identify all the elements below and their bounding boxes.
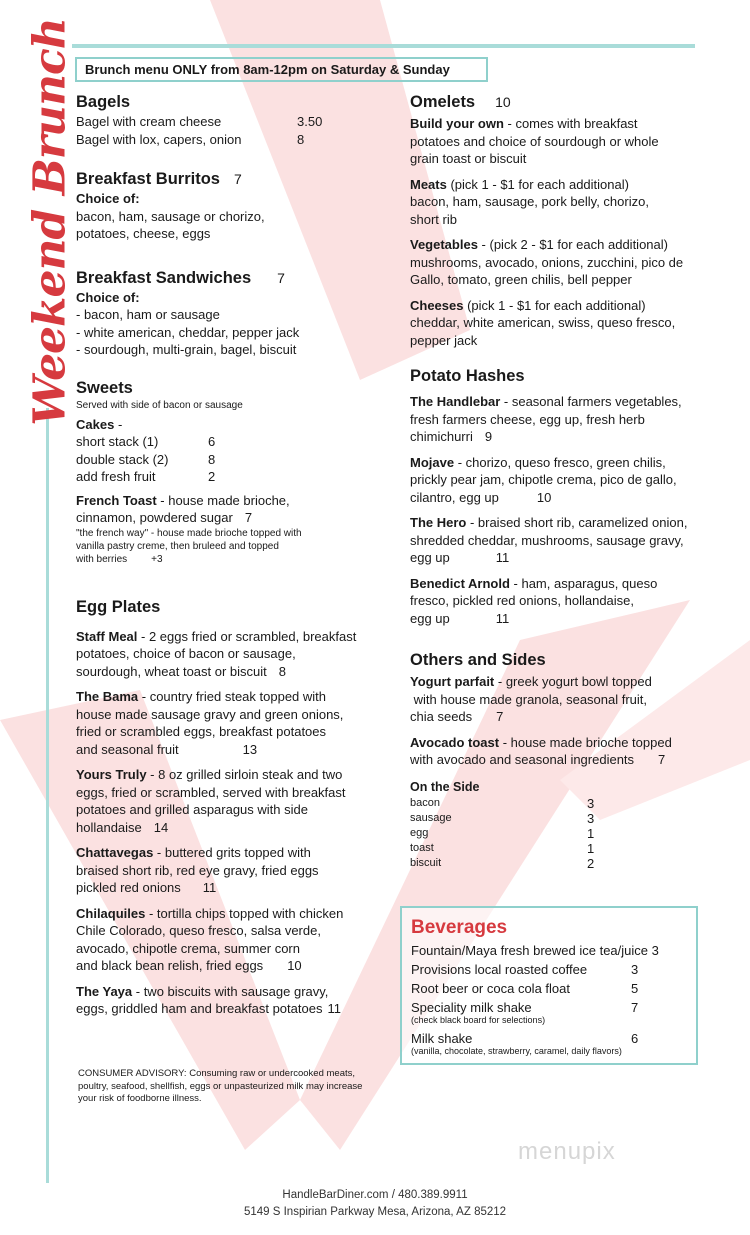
- choice-line: - white american, cheddar, pepper jack: [76, 324, 300, 340]
- item-desc: grain toast or biscuit: [410, 151, 527, 166]
- item-desc: house made sausage gravy and green onions,: [76, 706, 344, 722]
- item-desc: - 2 eggs fried or scrambled, breakfast: [137, 628, 357, 644]
- item-desc: - buttered grits topped with: [153, 845, 311, 860]
- item-price: 6: [208, 434, 216, 449]
- item-price: 8: [278, 663, 287, 679]
- item-price: 6: [631, 1031, 639, 1046]
- hashes-title: Potato Hashes: [410, 367, 525, 385]
- item-desc: - seasonal farmers vegetables,: [500, 394, 682, 409]
- menu-item: [76, 688, 386, 758]
- cheeses-name: Cheeses: [410, 297, 464, 313]
- item-price: 8: [208, 451, 216, 467]
- footer: [0, 1187, 750, 1221]
- egg-plates-title: Egg Plates: [76, 597, 161, 616]
- item-desc: braised short rib, red eye gravy, fried eggs: [76, 862, 319, 878]
- item-price: 3.50: [297, 114, 323, 129]
- consumer-advisory: CONSUMER ADVISORY: Consuming raw or undercooked meats, poultry, seafood, shellfish, eggs or unpasteurized milk may increase your risk of foodborne illness.: [78, 1068, 363, 1104]
- french-way-price: +3: [151, 553, 163, 565]
- choice-line: potatoes, cheese, eggs: [76, 226, 211, 241]
- item-desc: fresco, pickled red onions, hollandaise,: [410, 593, 635, 608]
- item-price: 11: [495, 550, 510, 565]
- menupix-watermark: menupix: [518, 1138, 616, 1165]
- french-toast-price: 7: [244, 510, 253, 525]
- french-toast-name: French Toast: [76, 492, 157, 508]
- item-desc: avocado, chipotle crema, summer corn: [76, 940, 300, 956]
- sweets-title: Sweets: [76, 378, 133, 397]
- beverage-note: (check black board for selections): [411, 1015, 546, 1025]
- item-price: 9: [484, 429, 493, 444]
- beverage-item: [411, 999, 686, 1014]
- item-desc: sourdough, wheat toast or biscuit: [76, 663, 267, 679]
- menu-item: [76, 844, 386, 897]
- item-desc: - braised short rib, caramelized onion,: [466, 515, 688, 530]
- item-desc: and seasonal fruit: [76, 741, 179, 757]
- item-desc: eggs, fried or scrambled, served with breakfast: [76, 784, 346, 800]
- menu-item: [76, 433, 386, 451]
- menu-item: [410, 514, 710, 567]
- sandwiches-title: Breakfast Sandwiches: [76, 268, 252, 287]
- weekend-brunch-title: Weekend Brunch: [24, 18, 76, 426]
- item-desc: - (pick 2 - $1 for each additional): [477, 237, 668, 252]
- sandwiches-price: 7: [277, 269, 285, 286]
- others-title: Others and Sides: [410, 651, 546, 669]
- left-teal-rule: [46, 408, 49, 1183]
- right-column: [410, 91, 710, 871]
- item-desc: egg up: [410, 610, 450, 626]
- french-way-line: "the french way" - house made brioche topped with: [76, 527, 302, 539]
- omelets-title: Omelets: [410, 93, 476, 111]
- menu-item: [410, 575, 710, 628]
- choice-line: - bacon, ham or sausage: [76, 307, 220, 322]
- choice-line: bacon, ham, sausage or chorizo,: [76, 208, 265, 224]
- item-desc: cheddar, white american, swiss, queso fresco,: [410, 315, 676, 330]
- burritos-price: 7: [233, 171, 242, 187]
- footer-website-phone: HandleBarDiner.com / 480.389.9911: [282, 1189, 468, 1201]
- others-section: [410, 649, 710, 871]
- sandwiches-section: [76, 267, 386, 359]
- item-price: 14: [153, 819, 169, 835]
- item-desc: - 8 oz grilled sirloin steak and two: [146, 767, 343, 782]
- item-price: 5: [631, 981, 639, 996]
- menu-item: [76, 983, 386, 1018]
- brunch-hours-notice: Brunch menu ONLY from 8am-12pm on Saturday & Sunday: [75, 57, 488, 82]
- item-name: Staff Meal: [76, 628, 138, 644]
- item-desc: - tortilla chips topped with chicken: [145, 905, 344, 921]
- item-desc: bacon, ham, sausage, pork belly, chorizo,: [410, 194, 649, 209]
- bagels-section: [76, 91, 386, 148]
- item-name: double stack (2): [76, 451, 169, 467]
- item-desc: and black bean relish, fried eggs: [76, 958, 264, 973]
- french-way-line: with berries: [76, 553, 128, 565]
- item-desc: - greek yogurt bowl topped: [494, 674, 652, 689]
- egg-plates-section: [76, 596, 386, 1018]
- left-column: [76, 91, 386, 1026]
- item-name: The Bama: [76, 689, 139, 704]
- beverages-title: Beverages: [411, 917, 508, 938]
- item-desc: chimichurri: [410, 429, 473, 444]
- item-desc: - chorizo, queso fresco, green chilis,: [454, 454, 666, 470]
- item-name: Benedict Arnold: [410, 575, 510, 591]
- item-name: bacon: [410, 797, 440, 809]
- item-name: egg: [410, 827, 429, 839]
- item-price: 1: [587, 841, 595, 856]
- vegetables-name: Vegetables: [410, 237, 478, 252]
- item-desc: shredded cheddar, mushrooms, sausage gravy,: [410, 532, 684, 548]
- item-desc: with avocado and seasonal ingredients: [410, 752, 635, 767]
- menu-item: [410, 393, 710, 446]
- item-name: Yogurt parfait: [410, 674, 495, 689]
- item-desc: cilantro, egg up: [410, 489, 499, 505]
- item-desc: (pick 1 - $1 for each additional): [446, 176, 629, 192]
- item-desc: - comes with breakfast: [503, 116, 638, 131]
- item-desc: potatoes and choice of sourdough or whole: [410, 133, 659, 149]
- item-desc: with house made granola, seasonal fruit,: [410, 691, 648, 707]
- menu-item: [410, 673, 710, 726]
- item-desc: prickly pear jam, chipotle crema, pico de gallo,: [410, 472, 677, 487]
- burritos-section: [76, 168, 386, 243]
- item-name: add fresh fruit: [76, 469, 156, 484]
- french-toast-desc: cinnamon, powdered sugar: [76, 510, 233, 525]
- item-desc: (pick 1 - $1 for each additional): [463, 297, 646, 313]
- on-the-side-title: On the Side: [410, 779, 480, 794]
- item-name: Milk shake: [411, 1031, 473, 1046]
- item-desc: pickled red onions: [76, 880, 181, 895]
- beverage-item: [411, 942, 686, 961]
- menu-item: [76, 113, 386, 131]
- burritos-title: Breakfast Burritos: [76, 170, 220, 188]
- item-price: 10: [536, 489, 552, 505]
- item-name: Root beer or coca cola float: [411, 981, 570, 996]
- sweets-subtitle: Served with side of bacon or sausage: [76, 399, 243, 411]
- item-price: 3: [631, 962, 639, 977]
- item-desc: short rib: [410, 211, 457, 227]
- item-desc: Gallo, tomato, green chilis, bell pepper: [410, 272, 632, 287]
- item-name: Bagel with lox, capers, onion: [76, 131, 242, 147]
- item-desc: potatoes, choice of bacon or sausage,: [76, 646, 296, 661]
- item-desc: - two biscuits with sausage gravy,: [132, 983, 329, 999]
- item-desc: eggs, griddled ham and breakfast potatoes: [76, 1001, 323, 1016]
- side-item: [410, 811, 710, 826]
- menu-item: [76, 628, 386, 681]
- hashes-section: [410, 365, 710, 627]
- item-price: 7: [658, 752, 666, 767]
- beverage-note: (vanilla, chocolate, strawberry, caramel, daily flavors): [411, 1046, 622, 1056]
- item-name: Speciality milk shake: [411, 1000, 532, 1015]
- side-item: [410, 826, 710, 841]
- choice-label: Choice of:: [76, 289, 140, 305]
- item-price: 7: [496, 709, 504, 724]
- item-price: 2: [587, 856, 595, 871]
- menu-item: [410, 454, 710, 507]
- top-teal-rule: [72, 44, 695, 48]
- item-price: 1: [587, 826, 595, 841]
- item-name: short stack (1): [76, 434, 159, 449]
- item-price: 8: [297, 131, 305, 147]
- item-name: Fountain/Maya fresh brewed ice tea/juice 3: [411, 943, 659, 958]
- item-price: 13: [242, 741, 258, 757]
- item-desc: fresh farmers cheese, egg up, fresh herb: [410, 411, 645, 427]
- item-price: 11: [495, 610, 510, 626]
- item-desc: pepper jack: [410, 332, 478, 348]
- sweets-section: [76, 377, 386, 566]
- choice-line: - sourdough, multi-grain, bagel, biscuit: [76, 342, 297, 357]
- item-price: 11: [327, 1001, 341, 1016]
- omelets-price: 10: [495, 94, 511, 110]
- beverage-item: [411, 980, 686, 999]
- beverages-box: [400, 906, 698, 1065]
- menu-item: [76, 905, 386, 975]
- menu-item: [76, 131, 386, 149]
- choice-label: Choice of:: [76, 191, 140, 206]
- item-price: 10: [287, 958, 302, 973]
- item-name: Chattavegas: [76, 845, 154, 860]
- omelets-section: [410, 91, 710, 349]
- menu-item: [410, 734, 710, 769]
- french-toast-desc: - house made brioche,: [156, 492, 290, 508]
- side-item: [410, 856, 710, 871]
- item-name: Avocado toast: [410, 734, 500, 750]
- item-desc: mushrooms, avocado, onions, zucchini, pico de: [410, 254, 684, 270]
- item-price: 11: [202, 880, 217, 895]
- item-desc: hollandaise: [76, 819, 142, 835]
- item-name: Mojave: [410, 454, 455, 470]
- item-name: Bagel with cream cheese: [76, 114, 222, 129]
- item-name: Provisions local roasted coffee: [411, 962, 588, 977]
- item-name: The Hero: [410, 515, 467, 530]
- item-desc: Chile Colorado, queso fresco, salsa verde,: [76, 923, 321, 938]
- item-price: 3: [587, 811, 595, 826]
- meats-name: Meats: [410, 176, 447, 192]
- item-desc: egg up: [410, 550, 450, 565]
- beverage-item: [411, 961, 686, 980]
- item-price: 2: [208, 469, 216, 484]
- menu-item: [76, 451, 386, 469]
- item-price: 7: [631, 1000, 639, 1015]
- item-name: The Handlebar: [410, 394, 501, 409]
- item-name: Chilaquiles: [76, 905, 146, 921]
- item-name: sausage: [410, 812, 452, 824]
- item-name: Yours Truly: [76, 767, 147, 782]
- item-desc: - country fried steak topped with: [138, 689, 327, 704]
- item-desc: fried or scrambled eggs, breakfast potatoes: [76, 724, 327, 739]
- footer-address: 5149 S Inspirian Parkway Mesa, Arizona, AZ 85212: [243, 1206, 507, 1218]
- item-price: 3: [587, 796, 595, 811]
- french-way-line: vanilla pastry creme, then bruleed and topped: [76, 540, 279, 552]
- item-desc: potatoes and grilled asparagus with side: [76, 802, 308, 817]
- item-name: The Yaya: [76, 983, 133, 999]
- menu-item: [76, 468, 386, 486]
- menu-item: [76, 766, 386, 836]
- item-desc: chia seeds: [410, 709, 473, 724]
- side-item: [410, 841, 710, 856]
- item-name: biscuit: [410, 857, 442, 869]
- bagels-title: Bagels: [76, 93, 131, 111]
- item-desc: - ham, asparagus, queso: [509, 575, 658, 591]
- item-name: toast: [410, 842, 434, 854]
- build-your-own-name: Build your own: [410, 116, 504, 131]
- beverage-item: [411, 1030, 686, 1045]
- side-item: [410, 796, 710, 811]
- cakes-dash: -: [117, 416, 123, 432]
- item-desc: - house made brioche topped: [499, 734, 672, 750]
- cakes-label: Cakes: [76, 416, 115, 432]
